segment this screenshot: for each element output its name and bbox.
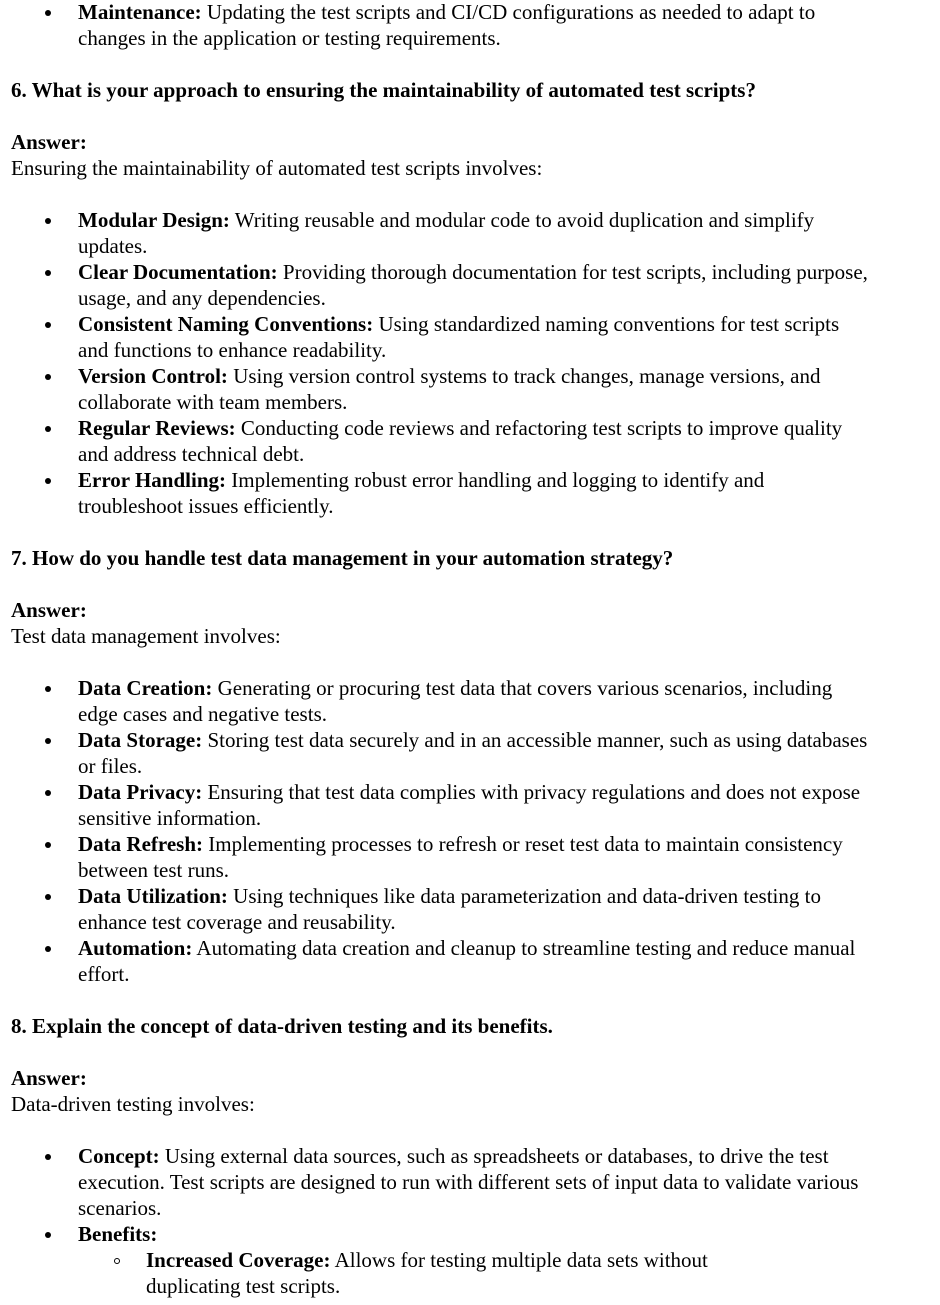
item-term: Clear Documentation: xyxy=(78,260,278,284)
item-text: Using standardized naming conventions for test scripts and functions to enhance readability. xyxy=(78,312,840,362)
bullet-icon xyxy=(45,10,51,16)
item-text: Conducting code reviews and refactoring test scripts to improve quality and address technical debt. xyxy=(78,416,843,466)
item-text: Updating the test scripts and CI/CD configurations as needed to adapt to changes in the application or testing requirements. xyxy=(78,0,816,50)
bullet-icon xyxy=(45,1232,51,1238)
answer-label: Answer: xyxy=(11,598,87,622)
item-term: Data Creation: xyxy=(78,676,213,700)
list-item xyxy=(0,779,940,831)
answer-intro: Data-driven testing involves: xyxy=(11,1092,255,1116)
bullet-icon xyxy=(45,894,51,900)
item-term: Maintenance: xyxy=(78,0,202,24)
question-6-section xyxy=(0,77,940,519)
list-item xyxy=(0,259,940,311)
item-term: Data Refresh: xyxy=(78,832,203,856)
item-term: Consistent Naming Conventions: xyxy=(78,312,374,336)
item-text: Storing test data securely and in an accessible manner, such as using databases or files. xyxy=(78,728,868,778)
list-item xyxy=(0,415,940,467)
list-item xyxy=(0,935,940,987)
hollow-bullet-icon xyxy=(114,1258,120,1264)
item-text: Using techniques like data parameterization and data-driven testing to enhance test coverage and reusability. xyxy=(78,884,821,934)
answer-list xyxy=(0,1143,940,1299)
list-item xyxy=(0,363,940,415)
question-8-section xyxy=(0,1013,940,1299)
bullet-icon xyxy=(45,842,51,848)
bullet-icon xyxy=(45,218,51,224)
item-text: Implementing robust error handling and logging to identify and troubleshoot issues efficiently. xyxy=(78,468,765,518)
question-heading: 7. How do you handle test data management in your automation strategy? xyxy=(11,546,674,570)
item-term: Error Handling: xyxy=(78,468,226,492)
item-term: Version Control: xyxy=(78,364,228,388)
bullet-icon xyxy=(45,738,51,744)
item-text: Using external data sources, such as spreadsheets or databases, to drive the test execution. Test scripts are designed to run with different sets of input data to validate various scenarios. xyxy=(78,1144,859,1220)
sub-item-term: Increased Coverage: xyxy=(146,1248,331,1272)
bullet-icon xyxy=(45,270,51,276)
question-7-section xyxy=(0,545,940,987)
bullet-icon xyxy=(45,790,51,796)
question-heading: 8. Explain the concept of data-driven testing and its benefits. xyxy=(11,1014,553,1038)
answer-list xyxy=(0,675,940,987)
answer-intro: Test data management involves: xyxy=(11,624,281,648)
sub-list-item xyxy=(0,1247,870,1299)
item-text: Using version control systems to track changes, manage versions, and collaborate with team members. xyxy=(78,364,821,414)
item-text: Writing reusable and modular code to avoid duplication and simplify updates. xyxy=(78,208,815,258)
item-text: Implementing processes to refresh or reset test data to maintain consistency between test runs. xyxy=(78,832,843,882)
answer-label: Answer: xyxy=(11,130,87,154)
item-term: Regular Reviews: xyxy=(78,416,236,440)
item-term: Benefits: xyxy=(78,1222,158,1246)
answer-intro: Ensuring the maintainability of automated test scripts involves: xyxy=(11,156,543,180)
list-item xyxy=(0,207,940,259)
bullet-icon xyxy=(45,1154,51,1160)
item-term: Data Utilization: xyxy=(78,884,228,908)
question-heading: 6. What is your approach to ensuring the maintainability of automated test scripts? xyxy=(11,78,756,102)
list-item xyxy=(0,727,940,779)
list-item xyxy=(0,1221,940,1299)
list-item xyxy=(0,831,940,883)
item-term: Data Privacy: xyxy=(78,780,203,804)
sub-item-text: Allows for testing multiple data sets without duplicating test scripts. xyxy=(146,1248,708,1298)
answer-label: Answer: xyxy=(11,1066,87,1090)
item-text: Automating data creation and cleanup to streamline testing and reduce manual effort. xyxy=(78,936,856,986)
sub-list xyxy=(78,1247,870,1299)
item-text: Providing thorough documentation for test scripts, including purpose, usage, and any dependencies. xyxy=(78,260,868,310)
bullet-icon xyxy=(45,686,51,692)
item-term: Concept: xyxy=(78,1144,160,1168)
bullet-icon xyxy=(45,946,51,952)
continuation-list xyxy=(0,0,940,51)
bullet-icon xyxy=(45,426,51,432)
bullet-icon xyxy=(45,478,51,484)
list-item xyxy=(0,675,940,727)
bullet-icon xyxy=(45,374,51,380)
item-text: Ensuring that test data complies with privacy regulations and does not expose sensitive information. xyxy=(78,780,861,830)
item-text: Generating or procuring test data that covers various scenarios, including edge cases and negative tests. xyxy=(78,676,833,726)
list-item xyxy=(0,467,940,519)
list-item xyxy=(0,883,940,935)
item-term: Automation: xyxy=(78,936,193,960)
answer-list xyxy=(0,207,940,519)
list-item xyxy=(0,1143,940,1221)
item-term: Modular Design: xyxy=(78,208,230,232)
bullet-icon xyxy=(45,322,51,328)
list-item xyxy=(0,0,940,51)
item-term: Data Storage: xyxy=(78,728,203,752)
list-item xyxy=(0,311,940,363)
